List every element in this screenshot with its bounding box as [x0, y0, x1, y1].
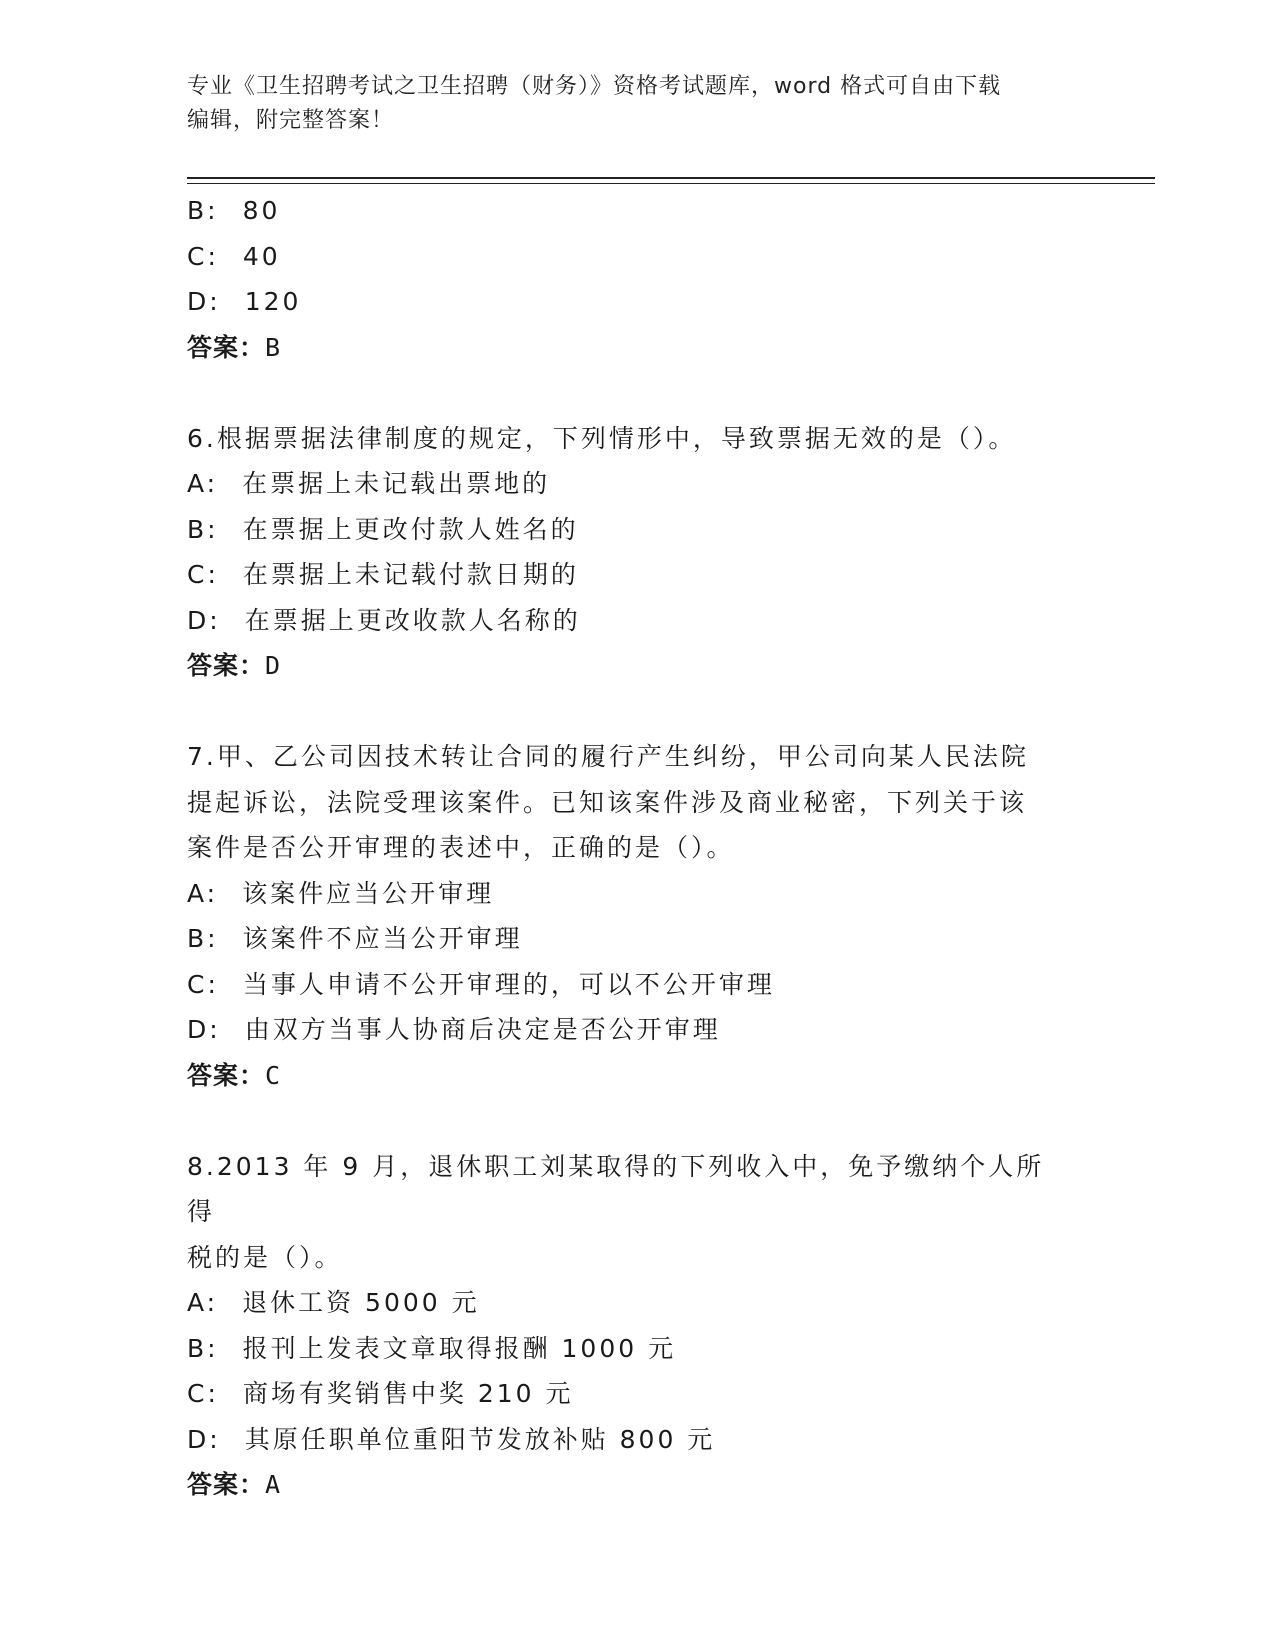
option-c — [187, 234, 1087, 280]
option-text: 其原任职单位重阳节发放补贴 800 元 — [244, 1424, 716, 1454]
question-stem — [187, 1144, 1067, 1281]
question-line: 案件是否公开审理的表述中，正确的是（）。 — [187, 833, 735, 862]
question-line: 6.根据票据法律制度的规定，下列情形中，导致票据无效的是（）。 — [187, 423, 1017, 453]
option-label: D: — [187, 605, 221, 635]
option-a — [187, 1280, 1087, 1326]
option-text: 报刊上发表文章取得报酬 1000 元 — [242, 1333, 677, 1363]
option-text: 120 — [244, 287, 302, 316]
option-label: B: — [187, 924, 219, 953]
option-d — [187, 279, 1087, 325]
option-a — [187, 461, 1087, 507]
question-8 — [187, 1144, 1087, 1508]
option-b — [187, 916, 1087, 962]
header-divider-thin — [187, 183, 1155, 184]
option-b — [187, 507, 1087, 553]
option-text: 在票据上更改付款人姓名的 — [242, 514, 579, 544]
option-text: 该案件不应当公开审理 — [242, 924, 523, 953]
option-label: A: — [187, 469, 219, 498]
answer-label: 答案： — [187, 651, 266, 680]
option-label: B: — [187, 1333, 219, 1363]
option-d — [187, 598, 1087, 644]
document-content — [187, 188, 1087, 1508]
option-text: 在票据上更改收款人名称的 — [244, 605, 581, 635]
option-text: 该案件应当公开审理 — [242, 878, 495, 908]
answer-value: C — [265, 1060, 282, 1090]
option-text: 40 — [242, 241, 281, 271]
question-stem — [187, 416, 1067, 462]
question-stem — [187, 734, 1067, 871]
question-line: 提起诉讼，法院受理该案件。已知该案件涉及商业秘密，下列关于该 — [187, 787, 1028, 817]
option-label: B: — [187, 196, 219, 225]
answer-label: 答案： — [187, 332, 266, 362]
document-header — [187, 70, 1087, 138]
answer — [187, 643, 1087, 689]
option-label: C: — [187, 1379, 219, 1408]
answer-value: A — [265, 1470, 282, 1499]
answer-value: D — [265, 651, 282, 680]
option-d — [187, 1007, 1087, 1053]
option-label: A: — [187, 1288, 219, 1317]
option-text: 退休工资 5000 元 — [242, 1288, 480, 1317]
option-b — [187, 188, 1087, 234]
option-c — [187, 1371, 1087, 1417]
question-5-continued — [187, 188, 1087, 370]
option-label: D: — [187, 1424, 221, 1454]
option-label: D: — [187, 287, 221, 316]
option-a — [187, 871, 1087, 917]
header-line-1: 专业《卫生招聘考试之卫生招聘（财务）》资格考试题库，word 格式可自由下载 — [187, 74, 1002, 99]
option-label: C: — [187, 241, 219, 271]
option-text: 在票据上未记载付款日期的 — [242, 560, 579, 589]
question-6 — [187, 416, 1087, 689]
question-7 — [187, 734, 1087, 1098]
option-c — [187, 552, 1087, 598]
question-line: 税的是（）。 — [187, 1242, 343, 1272]
answer-label: 答案： — [187, 1470, 266, 1499]
option-text: 在票据上未记载出票地的 — [242, 469, 551, 498]
option-text: 由双方当事人协商后决定是否公开审理 — [244, 1015, 721, 1044]
option-c — [187, 962, 1087, 1008]
answer-label: 答案： — [187, 1060, 266, 1090]
option-text: 当事人申请不公开审理的，可以不公开审理 — [242, 969, 775, 999]
answer-value: B — [265, 332, 282, 362]
question-line: 8.2013 年 9 月，退休职工刘某取得的下列收入中，免予缴纳个人所得 — [187, 1151, 1045, 1226]
option-text: 80 — [242, 196, 281, 225]
header-line-2: 编辑，附完整答案！ — [187, 108, 395, 133]
option-label: B: — [187, 514, 219, 544]
option-label: C: — [187, 969, 219, 999]
answer — [187, 1053, 1087, 1099]
header-divider-thick — [187, 177, 1155, 179]
option-label: C: — [187, 560, 219, 589]
option-b — [187, 1326, 1087, 1372]
option-text: 商场有奖销售中奖 210 元 — [242, 1379, 574, 1408]
question-line: 7.甲、乙公司因技术转让合同的履行产生纠纷，甲公司向某人民法院 — [187, 742, 1029, 771]
option-label: A: — [187, 878, 219, 908]
answer — [187, 1462, 1087, 1508]
option-label: D: — [187, 1015, 221, 1044]
option-d — [187, 1417, 1087, 1463]
answer — [187, 325, 1087, 371]
